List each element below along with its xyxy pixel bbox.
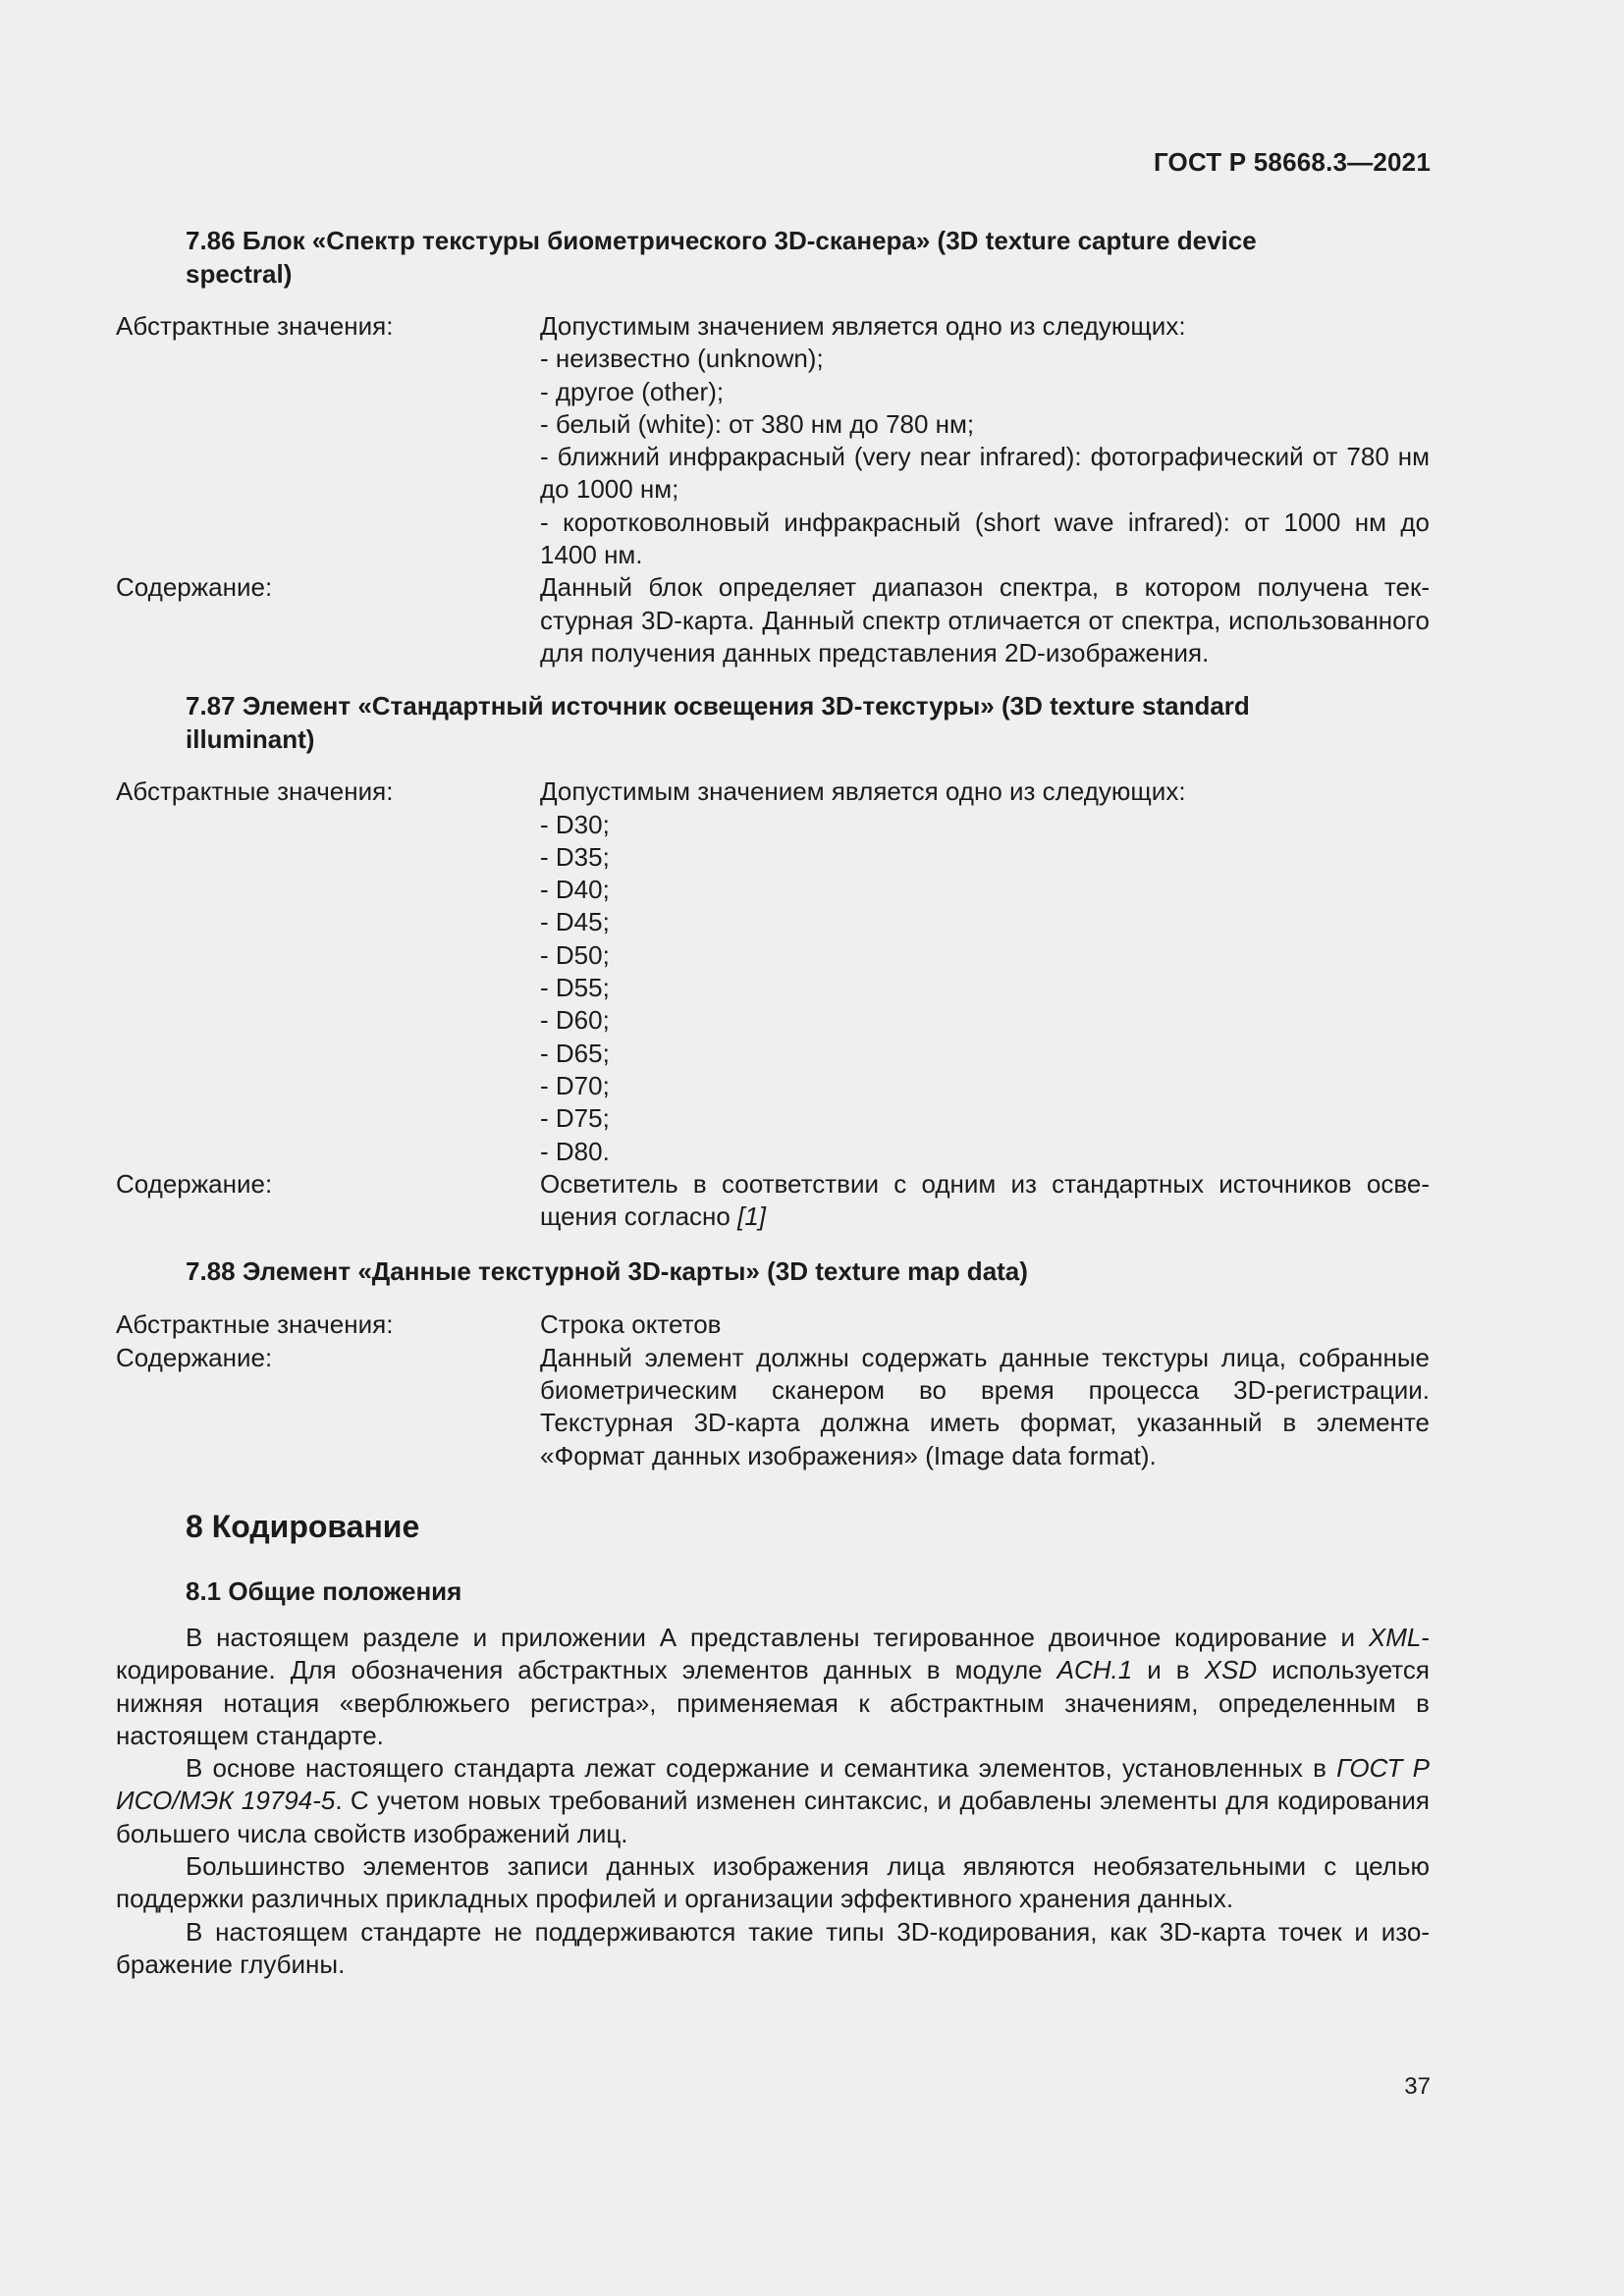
value-item: - D65; bbox=[540, 1038, 610, 1068]
term-xml: XML bbox=[1368, 1622, 1422, 1652]
paragraph-text: и в bbox=[1147, 1655, 1190, 1685]
paragraph-2 bbox=[116, 1752, 1430, 1850]
section-7-88-content bbox=[116, 1342, 1430, 1472]
content-label: Содержание: bbox=[116, 572, 273, 603]
abstract-values-list bbox=[540, 310, 1430, 571]
value-item: - D30; bbox=[540, 809, 610, 839]
abstract-values-label: Абстрактные значения: bbox=[116, 1309, 394, 1340]
paragraph-3: Большинство элементов записи данных изображения лица являются необязательными с целью поддержки различных прикладных профилей и организации эффективного хранения данных. bbox=[116, 1850, 1430, 1914]
value-item: - D75; bbox=[540, 1103, 610, 1134]
paragraph-text: . С учетом новых требований изменен синтаксис, и добавлены элементы для кодирования большего числа свойств изображений лиц. bbox=[116, 1786, 1430, 1848]
value-item: Допустимым значением является одно из следующих: bbox=[540, 776, 1186, 807]
page-content bbox=[116, 224, 1430, 1981]
value-item: - белый (white): от 380 нм до 780 нм; bbox=[540, 408, 975, 439]
page-number: 37 bbox=[1404, 2073, 1431, 2100]
value-item: - D35; bbox=[540, 841, 610, 872]
section-7-87-content bbox=[116, 1168, 1430, 1234]
abstract-values-list bbox=[540, 775, 1430, 1168]
section-7-87-title: 7.87 Элемент «Стандартный источник освещения 3D-текстуры» (3D texture standard illuminant) bbox=[186, 691, 1250, 755]
value-item: - ближний инфракрасный (very near infrared): фотографический от 780 нм до 1000 нм; bbox=[540, 442, 1430, 505]
value-item: - коротковолновый инфракрасный (short wave infrared): от 1000 нм до 1400 нм. bbox=[540, 507, 1430, 570]
content-label: Содержание: bbox=[116, 1342, 273, 1372]
value-item: - D55; bbox=[540, 973, 610, 1003]
document-header: ГОСТ Р 58668.3—2021 bbox=[1153, 147, 1431, 177]
paragraph-text: В основе настоящего стандарта лежат содержание и семантика элементов, установленных в bbox=[186, 1753, 1326, 1784]
value-item: Допустимым значением является одно из следующих: bbox=[540, 311, 1186, 341]
value-item: - D70; bbox=[540, 1070, 610, 1100]
value-item: - другое (other); bbox=[540, 376, 725, 406]
section-7-86-abstract-values bbox=[116, 310, 1430, 571]
value-item: - D80. bbox=[540, 1136, 610, 1166]
content-text: Данный элемент должны содержать данные текстуры лица, собранные биометрическим сканером во время процесса 3D-регистрации. Текстурная 3D-карта должна иметь формат, указанный в элементе «Формат данных изображения» (Image data format). bbox=[540, 1342, 1430, 1470]
paragraph-text: В настоящем разделе и приложении А представлены тегированное двоичное кодирование и bbox=[186, 1622, 1356, 1652]
standard-reference: ГОСТ Р ИСО/МЭК 19794-5 bbox=[116, 1753, 1430, 1816]
content-label: Содержание: bbox=[116, 1168, 273, 1199]
term-xsd: XSD bbox=[1204, 1655, 1258, 1685]
paragraph-4: В настоящем стандарте не поддерживаются такие типы 3D-кодирования, как 3D-карта точек и изображение глубины. bbox=[116, 1916, 1430, 1979]
section-7-86-title: 7.86 Блок «Спектр текстуры биометрического 3D-сканера» (3D texture capture device spectral) bbox=[186, 226, 1257, 289]
section-7-88-title: 7.88 Элемент «Данные текстурной 3D-карты» (3D texture map data) bbox=[186, 1256, 1028, 1287]
content-text: Данный блок определяет диапазон спектра, в котором получена текстурная 3D-карта. Данный спектр отличается от спектра, использованного для получения данных представления 2D-изображения. bbox=[540, 572, 1430, 667]
value-item: - D40; bbox=[540, 875, 610, 905]
chapter-8-title: 8 Кодирование bbox=[186, 1508, 420, 1544]
value-item: - D45; bbox=[540, 907, 610, 937]
content-text bbox=[540, 1168, 1430, 1234]
value-item: - неизвестно (unknown); bbox=[540, 344, 824, 374]
abstract-values-label: Абстрактные значения: bbox=[116, 776, 394, 807]
paragraph-text: -кодирование. Для обозначения абстрактных элементов данных в модуле bbox=[116, 1622, 1430, 1685]
paragraph-text: используется нижняя нотация «верблюжьего регистра», применяемая к абстрактным значениям, определенным в настоящем стандарте. bbox=[116, 1655, 1430, 1750]
term-ach1: ACH.1 bbox=[1056, 1655, 1133, 1685]
section-7-87-abstract-values bbox=[116, 775, 1430, 1168]
value-item: - D50; bbox=[540, 939, 610, 970]
value-item: - D60; bbox=[540, 1005, 610, 1036]
content-text-body: Осветитель в соответствии с одним из стандартных источников освещения согласно bbox=[540, 1168, 1430, 1232]
section-7-86-content bbox=[116, 571, 1430, 669]
paragraph-1 bbox=[116, 1622, 1430, 1752]
bibliography-reference: [1] bbox=[737, 1201, 767, 1232]
subsection-8-1-title: 8.1 Общие положения bbox=[186, 1575, 462, 1606]
abstract-value: Строка октетов bbox=[540, 1309, 722, 1340]
section-7-88-abstract-values bbox=[116, 1308, 1430, 1341]
abstract-values-label: Абстрактные значения: bbox=[116, 311, 394, 341]
